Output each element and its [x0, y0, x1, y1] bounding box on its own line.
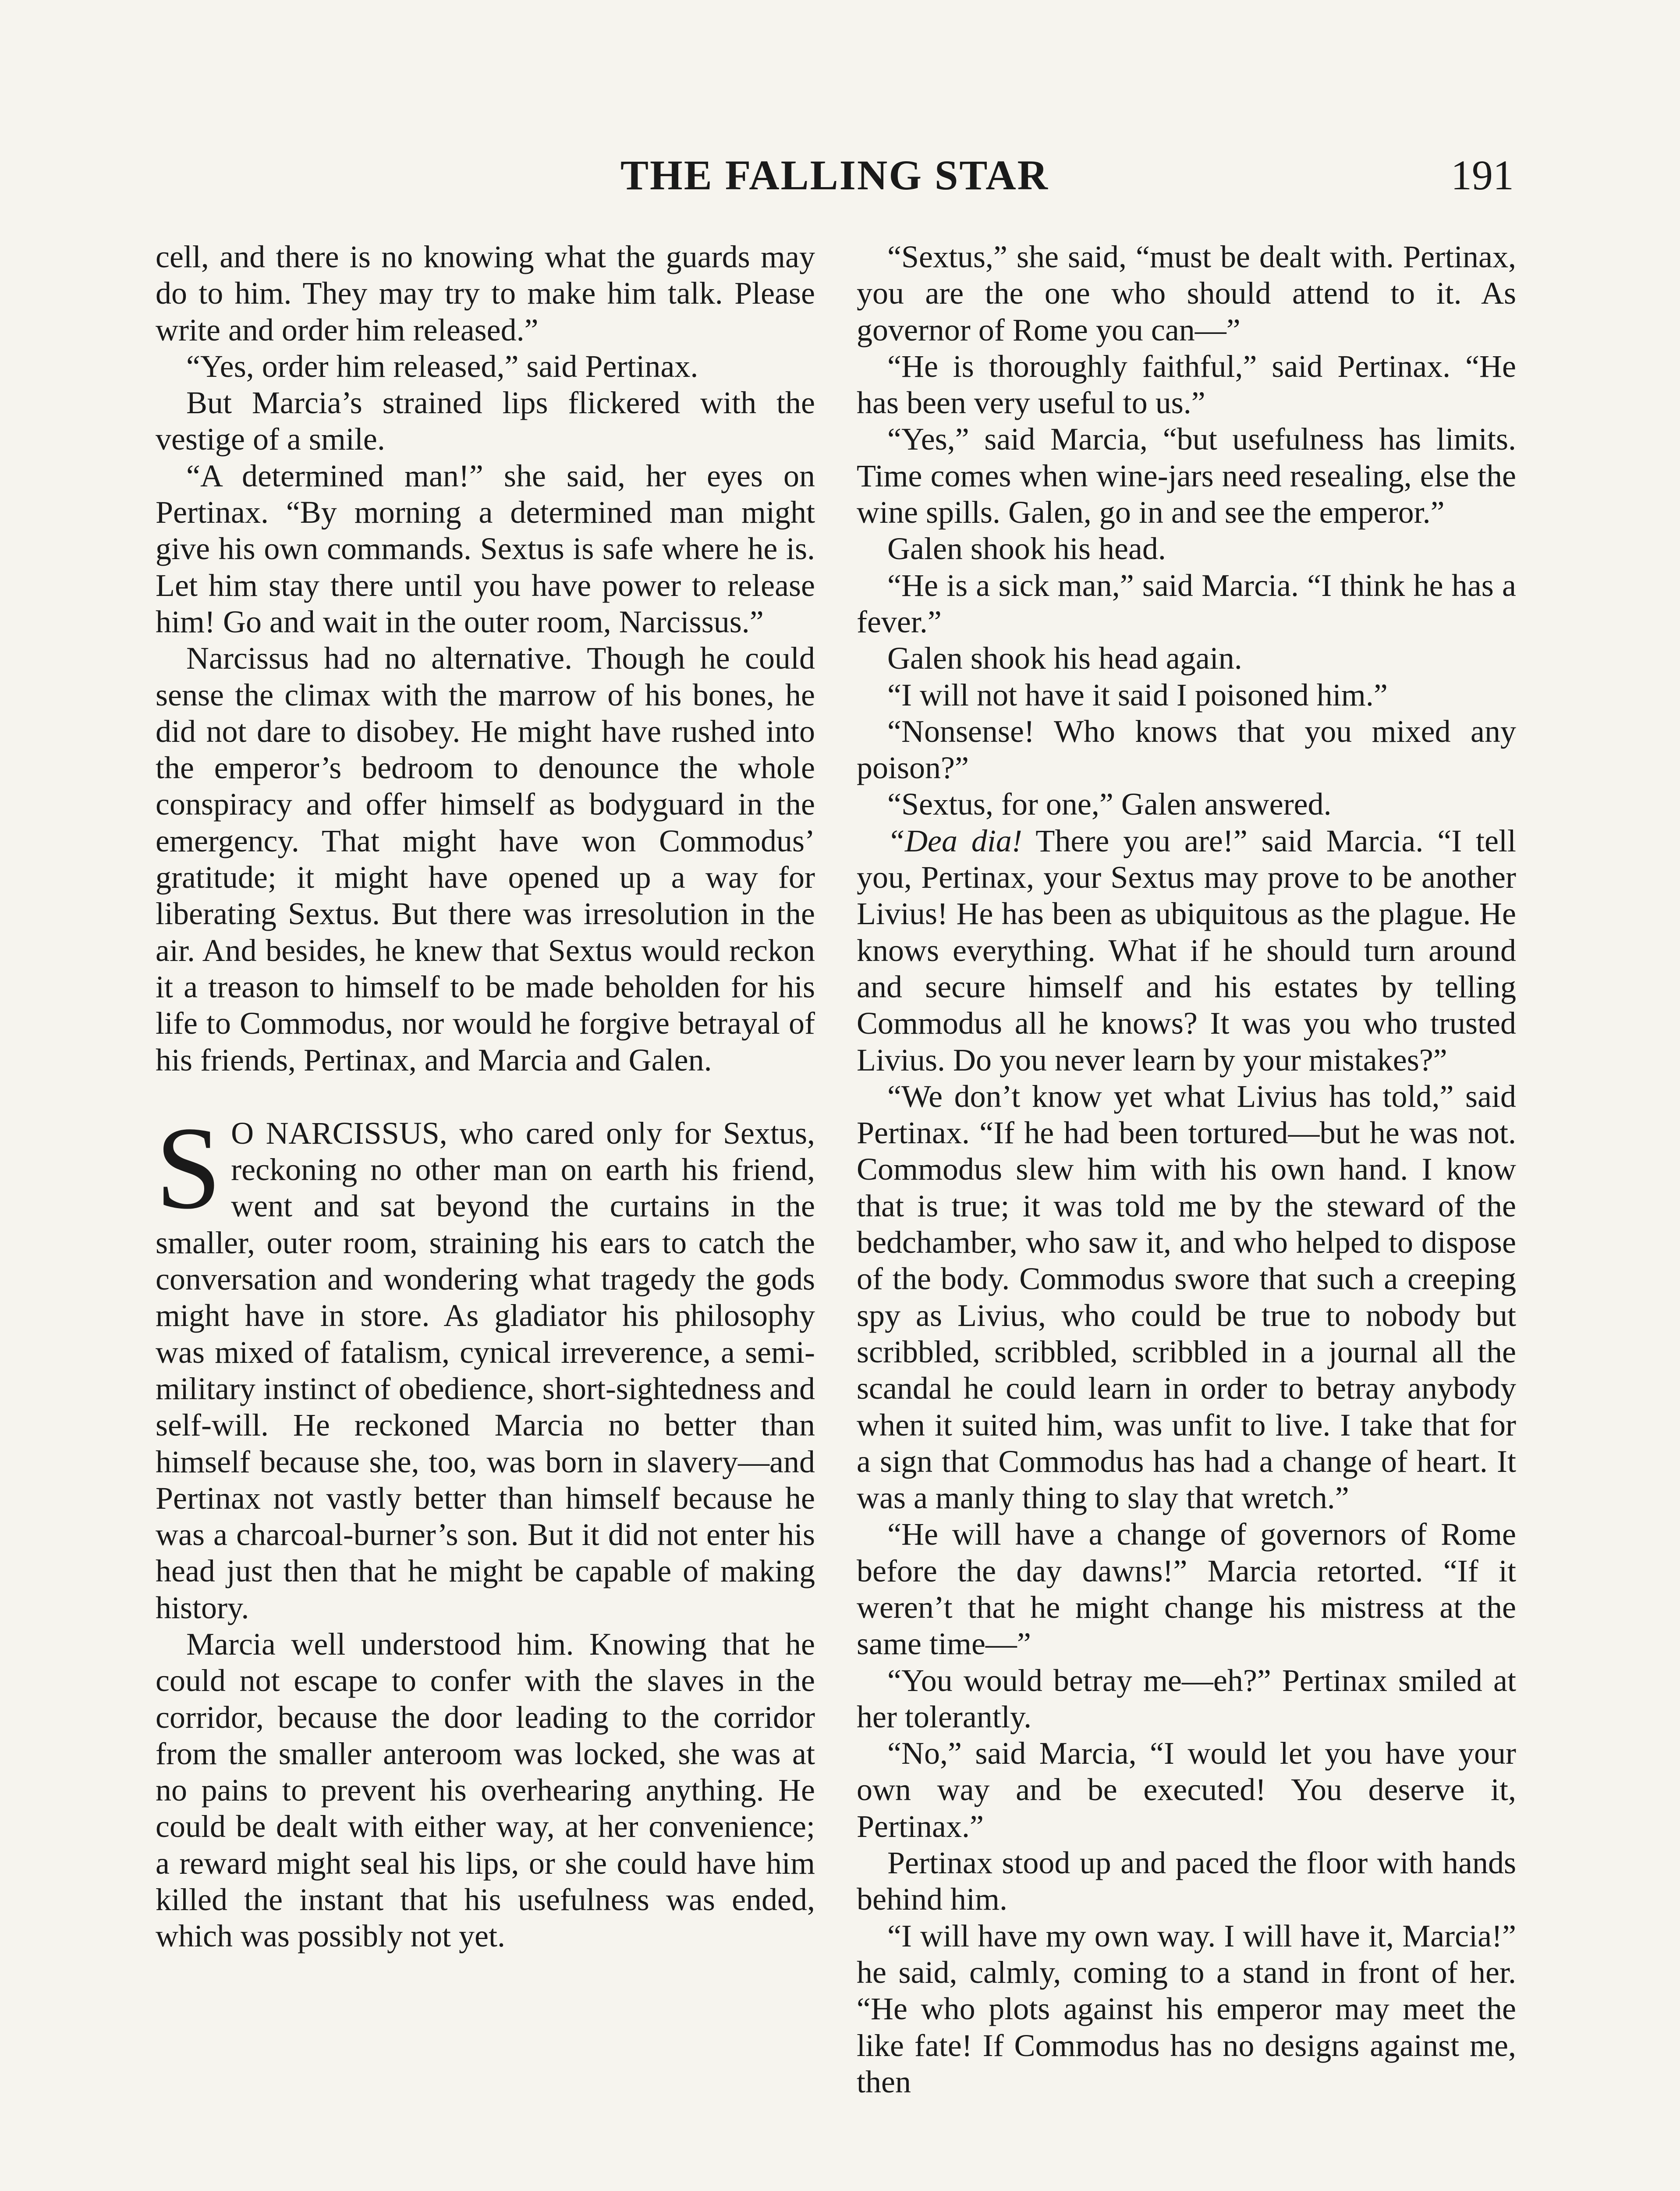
drop-cap: S: [156, 1102, 222, 1234]
paragraph: “Yes, order him released,” said Pertinax.: [186, 348, 698, 384]
paragraph: “Nonsense! Who knows that you mixed any poison?”: [857, 713, 1516, 786]
section-opening-text: who cared only for Sextus, reckoning no other man on earth his friend, went and sat beyond the curtains in the smaller, outer room, straining his ears to catch the conversation and wondering what tragedy the gods might have in store. As gladiator his philosophy was mixed of fatalism, cynical irreverence, a semi-military instinct of obedience, short-sightedness and self-will. He reckoned Marcia no better than himself because she, too, was born in slavery—and Pertinax not vastly better than himself because he was a charcoal-burner’s son. But it did not enter his head just then that he might be capable of making history.: [156, 1115, 815, 1625]
paragraph: But Marcia’s strained lips flickered with the vestige of a smile.: [156, 385, 815, 457]
paragraph: “Yes,” said Marcia, “but usefulness has limits. Time comes when wine-jars need resealing, else the wine spills. Galen, go in and see the emperor.”: [857, 422, 1516, 530]
paragraph-text: There you are!” said Marcia. “I tell you, Pertinax, your Sextus may prove to be another Livius! He has been as ubiquitous as the plague. He knows everything. What if he should turn around and secure himself and his estates by telling Commodus all he knows? It was you who trusted Livius. Do you never learn by your mistakes?”: [857, 823, 1516, 1078]
section-break: [156, 1078, 815, 1115]
paragraph: “I will not have it said I poisoned him.”: [887, 677, 1388, 713]
italic-phrase: “Dea dia!: [887, 823, 1022, 858]
paragraph: “No,” said Marcia, “I would let you have your own way and be executed! You deserve it, Pertinax.”: [857, 1736, 1516, 1844]
page-title: THE FALLING STAR: [620, 152, 1049, 199]
paragraph: “He is a sick man,” said Marcia. “I think he has a fever.”: [857, 567, 1516, 639]
page-header: [156, 145, 1514, 206]
paragraph: cell, and there is no knowing what the guards may do to him. They may try to make him talk. Please write and order him released.”: [156, 239, 815, 347]
paragraph: Pertinax stood up and paced the floor with hands behind him.: [857, 1845, 1516, 1917]
paragraph: Galen shook his head.: [887, 531, 1166, 567]
paragraph: “I will have my own way. I will have it, Marcia!” he said, calmly, coming to a stand in front of her. “He who plots against his emperor may meet the like fate! If Commodus has no designs against me, then: [857, 1918, 1516, 2099]
right-column: [857, 239, 1516, 2100]
section-lead-caps: O NARCISSUS,: [231, 1115, 447, 1151]
paragraph: “A determined man!” she said, her eyes on Pertinax. “By morning a determined man might give his own commands. Sextus is safe where he is. Let him stay there until you have power to release him! Go and wait in the outer room, Narcissus.”: [156, 458, 815, 639]
paragraph: “We don’t know yet what Livius has told,” said Pertinax. “If he had been tortured—but he was not. Commodus slew him with his own hand. I know that is true; it was told me by the steward of the bedchamber, who saw it, and who helped to dispose of the body. Commodus swore that such a creeping spy as Livius, who could be true to nobody but scribbled, scribbled, scribbled in a journal all the scandal he could learn in order to betray anybody when it suited him, was unfit to live. I take that for a sign that Commodus has had a change of heart. It was a manly thing to slay that wretch.”: [857, 1078, 1516, 1516]
left-column: [156, 239, 815, 1955]
paragraph: Narcissus had no alternative. Though he could sense the climax with the marrow of his bones, he did not dare to disobey. He might have rushed into the emperor’s bedroom to denounce the whole conspiracy and offer himself as bodyguard in the emergency. That might have won Commodus’ gratitude; it might have opened up a way for liberating Sextus. But there was irresolution in the air. And besides, he knew that Sextus would reckon it a treason to himself to be made beholden for his life to Commodus, nor would he forgive betrayal of his friends, Pertinax, and Marcia and Galen.: [156, 641, 815, 1078]
paragraph: “You would betray me—eh?” Pertinax smiled at her tolerantly.: [857, 1663, 1516, 1734]
paragraph: “Sextus, for one,” Galen answered.: [887, 787, 1332, 822]
paragraph: “Sextus,” she said, “must be dealt with. Pertinax, you are the one who should attend to it. As governor of Rome you can—”: [857, 239, 1516, 347]
page-number: 191: [1451, 152, 1514, 199]
paragraph: Galen shook his head again.: [887, 641, 1242, 676]
paragraph: “He is thoroughly faithful,” said Pertinax. “He has been very useful to us.”: [857, 348, 1516, 421]
paragraph: Marcia well understood him. Knowing that he could not escape to confer with the slaves in the corridor, because the door leading to the corridor from the smaller anteroom was locked, she was at no pains to prevent his overhearing anything. He could be dealt with either way, at her convenience; a reward might seal his lips, or she could have him killed the instant that his usefulness was ended, which was possibly not yet.: [156, 1626, 815, 1954]
section-opening-paragraph: [156, 1102, 815, 1626]
paragraph: “He will have a change of governors of Rome before the day dawns!” Marcia retorted. “If it weren’t that he might change his mistress at the same time—”: [857, 1517, 1516, 1662]
paragraph: [857, 823, 1516, 1078]
